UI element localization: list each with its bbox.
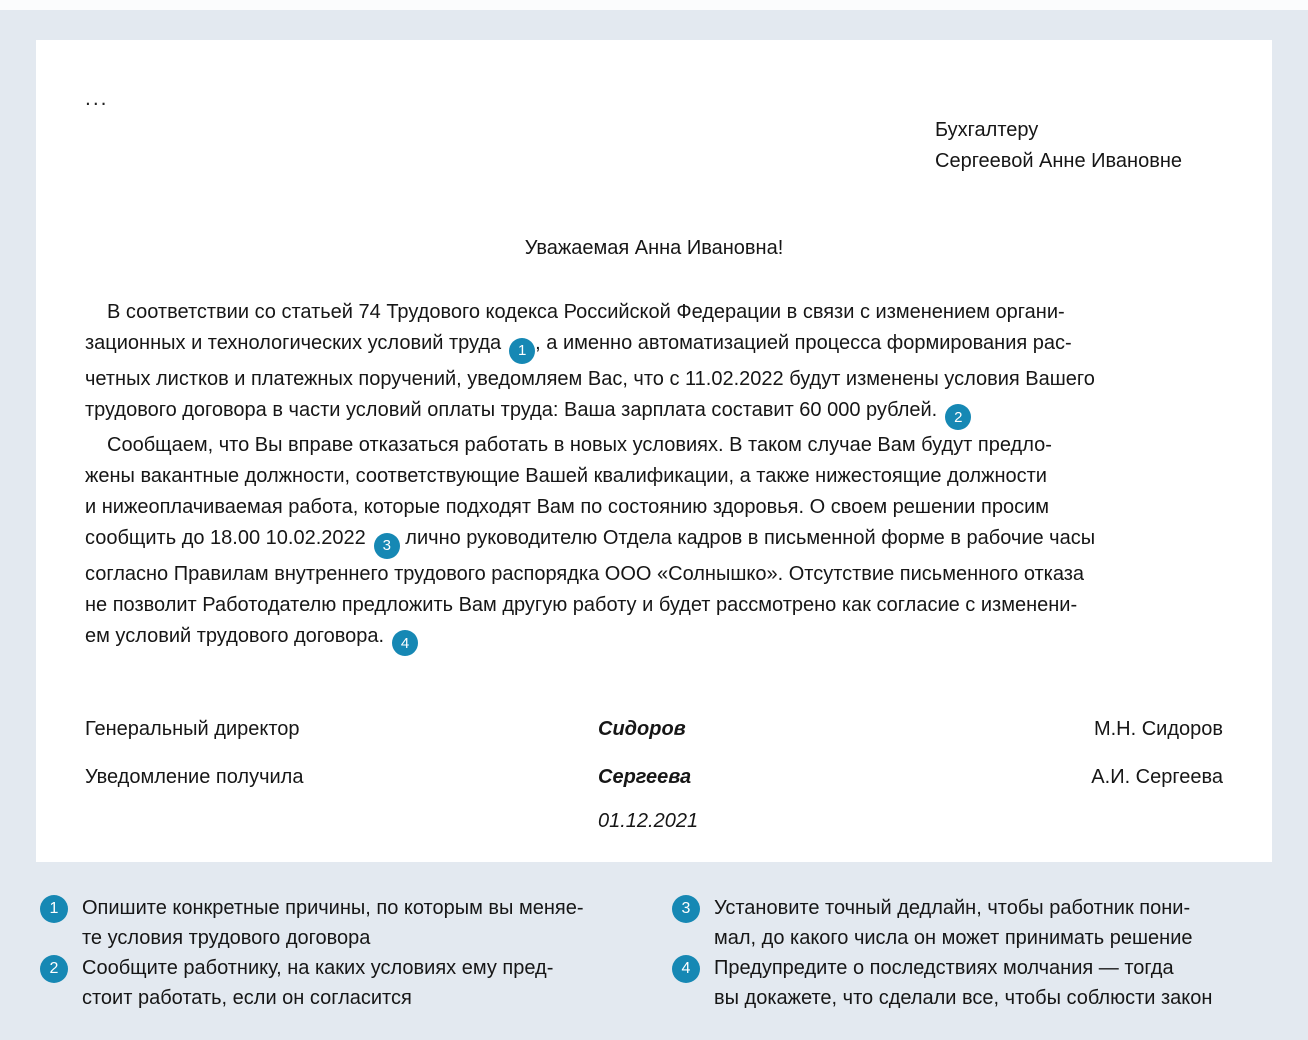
legend-marker-1: 1 — [40, 895, 68, 923]
legend-marker-3: 3 — [672, 895, 700, 923]
line-text: согласно Правилам внутреннего трудового распорядка ООО «Солнышко». Отсутствие письменного отказа — [85, 562, 1085, 585]
line-text: В соответствии со статьей 74 Трудового кодекса Российской Федерации в связи с изменением органи- — [107, 301, 1065, 323]
legend-column-right — [672, 893, 1270, 1013]
letter-body — [85, 297, 1223, 656]
salutation: Уважаемая Анна Ивановна! — [524, 237, 784, 259]
paragraph-line — [85, 621, 1223, 657]
legend-text-line: мал, до какого числа он может принимать решение — [714, 927, 1193, 949]
paragraph-line — [85, 461, 1223, 492]
signatory-name: М.Н. Сидоров — [1093, 718, 1223, 740]
legend-column-left — [40, 893, 632, 1013]
legend-item — [672, 953, 1270, 1013]
legend-text — [714, 953, 1212, 1013]
legend-marker-2: 2 — [40, 955, 68, 983]
signature-date: 01.12.2021 — [598, 810, 699, 832]
callout-marker-1: 1 — [509, 338, 535, 364]
letter-card — [36, 40, 1272, 862]
legend-text — [82, 893, 584, 953]
legend-text-line: стоит работать, если он согласится — [82, 987, 412, 1009]
page-top-strip — [0, 0, 1308, 10]
line-text: жены вакантные должности, соответствующие Вашей квалификации, а также нижестоящие должности — [85, 465, 1047, 487]
annotations-legend — [40, 893, 1270, 1013]
paragraph-line — [85, 395, 1223, 431]
paragraph-line — [85, 430, 1223, 461]
line-text: и нижеоплачиваемая работа, которые подходят Вам по состоянию здоровья. О своем решении просим — [85, 496, 1050, 518]
legend-text — [82, 953, 553, 1013]
signature-row — [85, 718, 1223, 748]
callout-marker-4: 4 — [392, 630, 418, 656]
signature-label: Генеральный директор — [85, 718, 300, 740]
line-text: четных листков и платежных поручений, уведомляем Вас, что с 11.02.2022 будут изменены условия Вашего — [85, 367, 1095, 390]
legend-text-line: Опишите конкретные причины, по которым вы меняе- — [82, 897, 584, 919]
paragraph-line — [85, 328, 1223, 364]
paragraph-line — [85, 297, 1223, 328]
legend-text-line: Сообщите работнику, на каких условиях ему пред- — [82, 957, 554, 979]
legend-text-line: Предупредите о последствиях молчания — тогда — [714, 957, 1174, 979]
line-text: сообщить до 18.00 10.02.2022 — [85, 527, 366, 549]
legend-item — [672, 893, 1270, 953]
addressee-name: Сергеевой Анне Ивановне — [935, 150, 1183, 172]
paragraph-line — [85, 523, 1223, 559]
legend-text-line: Установите точный дедлайн, чтобы работник пони- — [714, 897, 1191, 919]
signature-label: Уведомление получила — [85, 766, 304, 788]
ellipsis-placeholder: ... — [85, 87, 109, 110]
addressee-position: Бухгалтеру — [935, 119, 1039, 141]
line-text: зационных и технологических условий труда — [85, 332, 502, 354]
line-text: ем условий трудового договора. — [85, 624, 385, 647]
legend-text — [714, 893, 1193, 953]
signatory-name: А.И. Сергеева — [1091, 766, 1223, 788]
legend-item — [40, 893, 632, 953]
signature-autograph: Сергеева — [598, 766, 692, 788]
legend-item — [40, 953, 632, 1013]
signature-autograph: Сидоров — [598, 718, 686, 740]
legend-text-line: те условия трудового договора — [82, 927, 371, 949]
line-text: не позволит Работодателю предложить Вам другую работу и будет рассмотрено как согласие с изменени- — [85, 593, 1078, 616]
signature-row — [85, 766, 1223, 796]
paragraph-line — [85, 590, 1223, 621]
line-text: , а именно автоматизацией процесса формирования рас- — [535, 332, 1072, 354]
signature-block — [85, 718, 1223, 836]
line-text: лично руководителю Отдела кадров в письменной форме в рабочие часы — [399, 527, 1096, 549]
legend-marker-4: 4 — [672, 955, 700, 983]
line-text: трудового договора в части условий оплаты труда: Ваша зарплата составит 60 000 рублей. — [85, 398, 938, 421]
legend-text-line: вы докажете, что сделали все, чтобы соблюсти закон — [714, 987, 1213, 1009]
paragraph-line — [85, 364, 1223, 395]
paragraph-line — [85, 559, 1223, 590]
paragraph-line — [85, 492, 1223, 523]
callout-marker-3: 3 — [374, 533, 400, 559]
addressee-block — [935, 115, 1223, 177]
callout-marker-2: 2 — [945, 404, 971, 430]
line-text: Сообщаем, что Вы вправе отказаться работать в новых условиях. В таком случае Вам будут предло- — [107, 434, 1052, 456]
